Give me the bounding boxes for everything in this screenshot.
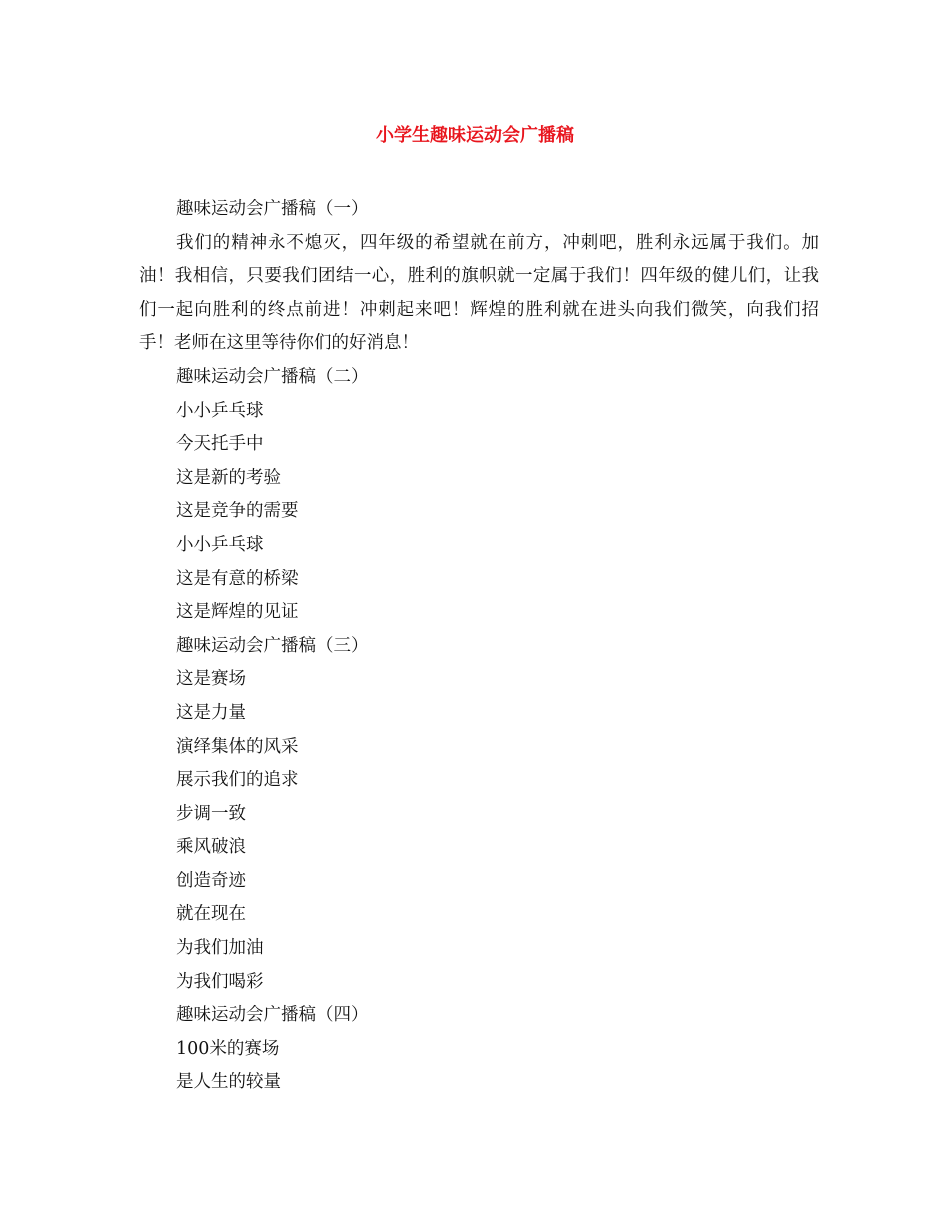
poem-3-line: 这是赛场 [176, 669, 246, 690]
poem-3-line: 展示我们的追求 [176, 770, 299, 791]
poem-3-line: 乘风破浪 [176, 837, 246, 858]
poem-2-line: 小小乒乓球 [176, 534, 264, 555]
section-heading-3: 趣味运动会广播稿（三） [176, 635, 369, 656]
document-title: 小学生趣味运动会广播稿 [376, 125, 574, 146]
poem-2-line: 今天托手中 [176, 434, 264, 455]
poem-3-line: 步调一致 [176, 803, 246, 824]
poem-2-line: 这是竞争的需要 [176, 501, 299, 522]
section-heading-2: 趣味运动会广播稿（二） [176, 366, 369, 387]
poem-3-line: 为我们加油 [176, 938, 264, 959]
poem-2-line: 这是有意的桥梁 [176, 568, 299, 589]
poem-3-line: 这是力量 [176, 702, 246, 723]
poem-2-line: 这是新的考验 [176, 467, 281, 488]
document-body [139, 193, 819, 1100]
section-heading-4: 趣味运动会广播稿（四） [176, 1005, 369, 1026]
paragraph-1: 我们的精神永不熄灭，四年级的希望就在前方，冲刺吧，胜利永远属于我们。加油！我相信，只要我们团结一心，胜利的旗帜就一定属于我们！四年级的健儿们，让我们一起向胜利的终点前进！冲刺起来吧！辉煌的胜利就在进头向我们微笑，向我们招手！老师在这里等待你们的好消息！ [139, 232, 819, 354]
poem-4-line: 100米的赛场 [176, 1038, 280, 1059]
poem-3-line: 就在现在 [176, 904, 246, 925]
poem-2-line: 小小乒乓球 [176, 400, 264, 421]
section-heading-1: 趣味运动会广播稿（一） [176, 199, 369, 219]
poem-4-line: 是人生的较量 [176, 1072, 281, 1093]
poem-3-line: 演绎集体的风采 [176, 736, 299, 757]
poem-2-line: 这是辉煌的见证 [176, 602, 299, 623]
poem-3-line: 为我们喝彩 [176, 971, 264, 992]
poem-3-line: 创造奇迹 [176, 870, 246, 891]
